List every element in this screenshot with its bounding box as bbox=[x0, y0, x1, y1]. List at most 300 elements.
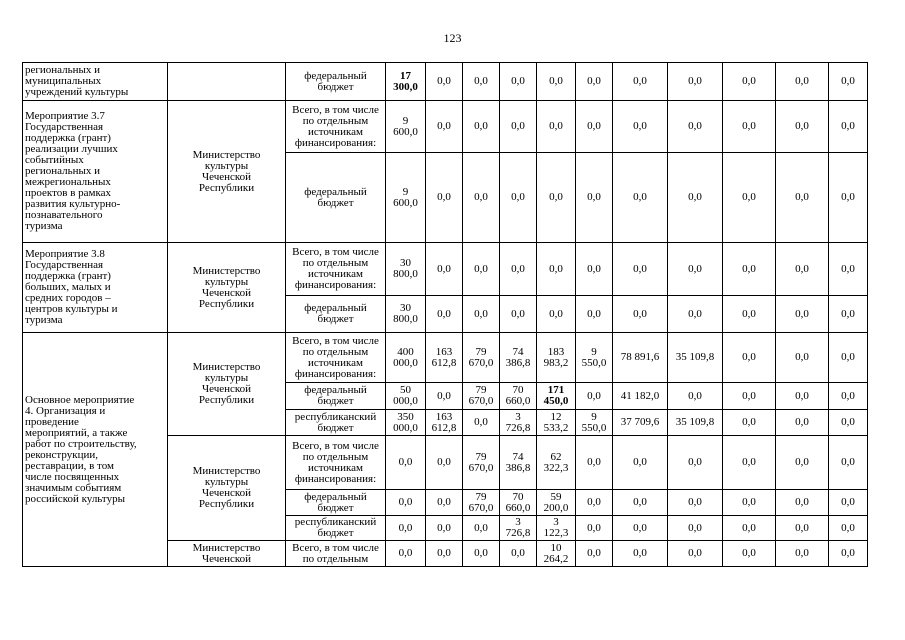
funding-source-cell-text: Всего, в том числе по отдельным источникам финансирования: bbox=[292, 334, 379, 380]
activity-name-cell-text: региональных и муниципальных учреждений культуры bbox=[25, 64, 129, 98]
amount-cell-text: 0,0 bbox=[437, 75, 451, 87]
activity-name-cell-text: Мероприятие 3.8 Государственная поддержка (грант) больших, малых и средних городов – центров культуры и туризма bbox=[25, 248, 118, 326]
amount-cell bbox=[723, 541, 776, 567]
amount-cell-text: 0,0 bbox=[437, 496, 451, 508]
funding-source-cell bbox=[286, 296, 386, 333]
activity-name-cell bbox=[23, 333, 168, 567]
amount-cell bbox=[537, 243, 576, 296]
amount-cell-text: 0,0 bbox=[688, 120, 702, 132]
amount-cell-text: 0,0 bbox=[841, 75, 855, 87]
amount-cell-text: 0,0 bbox=[398, 496, 413, 508]
amount-cell bbox=[500, 63, 537, 101]
executor-cell bbox=[168, 101, 286, 243]
amount-cell bbox=[829, 516, 868, 541]
amount-cell bbox=[576, 63, 613, 101]
amount-cell-text: 17 300,0 bbox=[393, 69, 418, 93]
amount-cell-text: 0,0 bbox=[511, 191, 525, 203]
amount-cell-text: 0,0 bbox=[795, 307, 809, 320]
amount-cell-text: 0,0 bbox=[688, 262, 702, 275]
amount-cell-text: 0,0 bbox=[511, 120, 525, 132]
amount-cell bbox=[386, 383, 426, 410]
amount-cell bbox=[463, 63, 500, 101]
amount-cell bbox=[500, 410, 537, 436]
amount-cell-text: 0,0 bbox=[688, 521, 702, 534]
amount-cell-text: 0,0 bbox=[795, 262, 809, 275]
amount-cell bbox=[829, 63, 868, 101]
amount-cell bbox=[576, 296, 613, 333]
amount-cell bbox=[668, 101, 723, 153]
executor-cell-text: Министерство культуры Чеченской Республики bbox=[192, 465, 261, 510]
amount-cell-text: 9 550,0 bbox=[581, 345, 607, 369]
amount-cell-text: 78 891,6 bbox=[620, 351, 660, 363]
amount-cell-text: 0,0 bbox=[742, 416, 756, 428]
amount-cell-text: 62 322,3 bbox=[543, 450, 569, 474]
amount-cell bbox=[613, 541, 668, 567]
amount-cell-text: 0,0 bbox=[795, 416, 809, 428]
amount-cell bbox=[723, 243, 776, 296]
funding-source-cell-text: Всего, в том числе по отдельным источникам финансирования: bbox=[292, 439, 379, 485]
funding-source-cell bbox=[286, 490, 386, 516]
funding-source-cell-text: республиканский бюджет bbox=[294, 516, 377, 539]
activity-name-cell-text: Мероприятие 3.7 Государственная поддержка (грант) реализации лучших событийных региональных и межрегиональных проектов в рамках развития культурно- познавательного туризма bbox=[25, 110, 121, 232]
amount-cell bbox=[537, 541, 576, 567]
amount-cell bbox=[776, 333, 829, 383]
amount-cell-text: 0,0 bbox=[688, 456, 702, 468]
amount-cell-text: 0,0 bbox=[587, 307, 601, 320]
amount-cell-text: 0,0 bbox=[688, 496, 702, 508]
amount-cell-text: 0,0 bbox=[688, 191, 702, 203]
activity-name-cell bbox=[23, 243, 168, 333]
amount-cell bbox=[463, 436, 500, 490]
executor-cell bbox=[168, 541, 286, 567]
funding-source-cell bbox=[286, 101, 386, 153]
amount-cell-text: 0,0 bbox=[549, 75, 563, 87]
amount-cell bbox=[829, 101, 868, 153]
amount-cell-text: 37 709,6 bbox=[620, 416, 660, 428]
funding-source-cell-text: федеральный бюджет bbox=[304, 384, 367, 407]
amount-cell bbox=[668, 383, 723, 410]
funding-source-cell-text: Всего, в том числе по отдельным источникам финансирования: bbox=[292, 246, 379, 291]
amount-cell-text: 3 122,3 bbox=[543, 516, 569, 539]
amount-cell bbox=[500, 296, 537, 333]
funding-source-cell bbox=[286, 243, 386, 296]
amount-cell bbox=[576, 436, 613, 490]
amount-cell bbox=[500, 101, 537, 153]
amount-cell-text: 0,0 bbox=[742, 191, 756, 203]
amount-cell-text: 0,0 bbox=[474, 120, 488, 132]
amount-cell bbox=[463, 333, 500, 383]
amount-cell-text: 0,0 bbox=[511, 75, 525, 87]
amount-cell-text: 0,0 bbox=[474, 307, 488, 320]
amount-cell-text: 0,0 bbox=[742, 496, 756, 508]
amount-cell-text: 0,0 bbox=[587, 75, 601, 87]
amount-cell-text: 50 000,0 bbox=[393, 384, 418, 407]
amount-cell-text: 0,0 bbox=[795, 191, 809, 203]
executor-cell bbox=[168, 333, 286, 436]
funding-source-cell-text: федеральный бюджет bbox=[304, 185, 367, 209]
amount-cell-text: 0,0 bbox=[437, 521, 451, 534]
amount-cell-text: 0,0 bbox=[437, 262, 451, 275]
funding-source-cell-text: Всего, в том числе по отдельным источникам финансирования: bbox=[292, 103, 379, 149]
amount-cell bbox=[537, 63, 576, 101]
amount-cell bbox=[613, 410, 668, 436]
amount-cell-text: 0,0 bbox=[841, 416, 855, 428]
executor-cell-text: Министерство Чеченской bbox=[192, 541, 261, 565]
amount-cell-text: 0,0 bbox=[549, 191, 563, 203]
amount-cell-text: 0,0 bbox=[795, 75, 809, 87]
amount-cell-text: 0,0 bbox=[795, 389, 809, 402]
amount-cell-text: 0,0 bbox=[587, 496, 601, 508]
amount-cell-text: 0,0 bbox=[511, 262, 525, 275]
amount-cell-text: 0,0 bbox=[437, 120, 451, 132]
funding-source-cell bbox=[286, 410, 386, 436]
amount-cell-text: 0,0 bbox=[795, 521, 809, 534]
amount-cell bbox=[537, 516, 576, 541]
activity-name-cell-text: Основное мероприятие 4. Организация и проведение мероприятий, а также работ по строительству, реконструкции, реставрации, в том числе посвященных значимым событиям российской культуры bbox=[25, 393, 137, 505]
amount-cell-text: 70 660,0 bbox=[505, 384, 531, 407]
table-row bbox=[23, 101, 868, 153]
amount-cell bbox=[776, 153, 829, 243]
amount-cell-text: 0,0 bbox=[633, 262, 647, 275]
amount-cell-text: 0,0 bbox=[633, 456, 647, 468]
amount-cell bbox=[668, 436, 723, 490]
amount-cell bbox=[668, 333, 723, 383]
amount-cell-text: 0,0 bbox=[437, 456, 451, 468]
budget-table bbox=[22, 62, 868, 567]
amount-cell-text: 171 450,0 bbox=[543, 384, 569, 407]
amount-cell bbox=[463, 153, 500, 243]
amount-cell-text: 79 670,0 bbox=[468, 450, 494, 474]
amount-cell bbox=[776, 101, 829, 153]
amount-cell-text: 0,0 bbox=[474, 262, 488, 275]
amount-cell bbox=[613, 153, 668, 243]
amount-cell bbox=[723, 63, 776, 101]
amount-cell-text: 0,0 bbox=[633, 191, 647, 203]
amount-cell-text: 183 983,2 bbox=[543, 345, 569, 369]
amount-cell-text: 0,0 bbox=[742, 307, 756, 320]
amount-cell bbox=[426, 410, 463, 436]
amount-cell bbox=[537, 436, 576, 490]
amount-cell-text: 0,0 bbox=[841, 351, 855, 363]
amount-cell-text: 74 386,8 bbox=[505, 345, 531, 369]
amount-cell-text: 0,0 bbox=[795, 496, 809, 508]
amount-cell-text: 0,0 bbox=[633, 496, 647, 508]
amount-cell-text: 0,0 bbox=[633, 547, 647, 559]
executor-cell-text: Министерство культуры Чеченской Республики bbox=[192, 361, 261, 406]
amount-cell bbox=[426, 333, 463, 383]
amount-cell-text: 0,0 bbox=[688, 75, 702, 87]
amount-cell bbox=[386, 490, 426, 516]
amount-cell-text: 0,0 bbox=[841, 120, 855, 132]
amount-cell bbox=[386, 243, 426, 296]
amount-cell bbox=[463, 410, 500, 436]
amount-cell-text: 0,0 bbox=[474, 191, 488, 203]
funding-source-cell bbox=[286, 541, 386, 567]
amount-cell bbox=[463, 243, 500, 296]
amount-cell bbox=[537, 410, 576, 436]
funding-source-cell bbox=[286, 63, 386, 101]
amount-cell bbox=[576, 490, 613, 516]
amount-cell-text: 0,0 bbox=[437, 191, 451, 203]
amount-cell-text: 0,0 bbox=[398, 456, 413, 468]
amount-cell-text: 163 612,8 bbox=[431, 410, 457, 434]
amount-cell-text: 79 670,0 bbox=[468, 384, 494, 407]
amount-cell-text: 0,0 bbox=[587, 191, 601, 203]
amount-cell bbox=[426, 296, 463, 333]
amount-cell bbox=[829, 541, 868, 567]
amount-cell bbox=[500, 490, 537, 516]
amount-cell bbox=[723, 436, 776, 490]
amount-cell-text: 79 670,0 bbox=[468, 490, 494, 514]
amount-cell bbox=[500, 436, 537, 490]
amount-cell bbox=[463, 516, 500, 541]
amount-cell-text: 12 533,2 bbox=[543, 410, 569, 434]
amount-cell bbox=[386, 153, 426, 243]
amount-cell-text: 30 800,0 bbox=[393, 302, 418, 325]
amount-cell bbox=[723, 101, 776, 153]
amount-cell bbox=[668, 153, 723, 243]
amount-cell bbox=[576, 516, 613, 541]
amount-cell-text: 0,0 bbox=[633, 75, 647, 87]
amount-cell-text: 0,0 bbox=[474, 416, 488, 428]
amount-cell bbox=[613, 333, 668, 383]
amount-cell bbox=[776, 296, 829, 333]
amount-cell bbox=[776, 243, 829, 296]
amount-cell bbox=[776, 383, 829, 410]
amount-cell-text: 0,0 bbox=[587, 262, 601, 275]
amount-cell-text: 0,0 bbox=[688, 389, 702, 402]
funding-source-cell bbox=[286, 333, 386, 383]
executor-cell-text: Министерство культуры Чеченской Республики bbox=[192, 148, 261, 194]
amount-cell-text: 0,0 bbox=[474, 521, 488, 534]
amount-cell bbox=[776, 490, 829, 516]
amount-cell-text: 0,0 bbox=[841, 307, 855, 320]
amount-cell-text: 0,0 bbox=[474, 547, 488, 559]
executor-cell-text: Министерство культуры Чеченской Республики bbox=[192, 264, 261, 310]
amount-cell bbox=[723, 333, 776, 383]
amount-cell bbox=[463, 383, 500, 410]
amount-cell-text: 0,0 bbox=[795, 351, 809, 363]
amount-cell-text: 0,0 bbox=[437, 307, 451, 320]
amount-cell bbox=[386, 541, 426, 567]
amount-cell-text: 350 000,0 bbox=[393, 410, 418, 434]
amount-cell bbox=[576, 101, 613, 153]
amount-cell bbox=[613, 296, 668, 333]
funding-source-cell-text: Всего, в том числе по отдельным bbox=[292, 541, 379, 565]
amount-cell-text: 3 726,8 bbox=[505, 410, 531, 434]
amount-cell bbox=[723, 296, 776, 333]
amount-cell-text: 0,0 bbox=[742, 521, 756, 534]
amount-cell bbox=[723, 383, 776, 410]
amount-cell bbox=[386, 333, 426, 383]
amount-cell-text: 0,0 bbox=[841, 389, 855, 402]
amount-cell-text: 0,0 bbox=[549, 262, 563, 275]
amount-cell bbox=[386, 296, 426, 333]
amount-cell bbox=[386, 101, 426, 153]
amount-cell bbox=[500, 383, 537, 410]
funding-source-cell-text: республиканский бюджет bbox=[294, 410, 377, 434]
amount-cell bbox=[576, 541, 613, 567]
amount-cell bbox=[426, 436, 463, 490]
amount-cell bbox=[829, 383, 868, 410]
amount-cell-text: 0,0 bbox=[587, 521, 601, 534]
amount-cell bbox=[426, 63, 463, 101]
amount-cell bbox=[386, 436, 426, 490]
amount-cell bbox=[537, 490, 576, 516]
amount-cell-text: 0,0 bbox=[795, 120, 809, 132]
funding-source-cell bbox=[286, 516, 386, 541]
amount-cell-text: 0,0 bbox=[633, 120, 647, 132]
amount-cell-text: 0,0 bbox=[511, 547, 525, 559]
amount-cell-text: 0,0 bbox=[587, 547, 601, 559]
funding-source-cell-text: федеральный бюджет bbox=[304, 490, 367, 514]
amount-cell bbox=[463, 296, 500, 333]
amount-cell-text: 9 600,0 bbox=[393, 114, 418, 138]
amount-cell-text: 0,0 bbox=[742, 389, 756, 402]
amount-cell bbox=[576, 383, 613, 410]
amount-cell bbox=[426, 541, 463, 567]
amount-cell bbox=[668, 63, 723, 101]
amount-cell-text: 9 550,0 bbox=[581, 410, 607, 434]
amount-cell-text: 41 182,0 bbox=[620, 389, 660, 402]
amount-cell-text: 35 109,8 bbox=[675, 416, 715, 428]
amount-cell-text: 70 660,0 bbox=[505, 490, 531, 514]
funding-source-cell bbox=[286, 436, 386, 490]
amount-cell bbox=[537, 333, 576, 383]
amount-cell bbox=[776, 436, 829, 490]
amount-cell bbox=[613, 436, 668, 490]
amount-cell bbox=[463, 541, 500, 567]
amount-cell bbox=[776, 516, 829, 541]
funding-source-cell bbox=[286, 383, 386, 410]
amount-cell bbox=[576, 153, 613, 243]
amount-cell-text: 35 109,8 bbox=[675, 351, 715, 363]
amount-cell-text: 0,0 bbox=[549, 307, 563, 320]
amount-cell bbox=[613, 490, 668, 516]
amount-cell-text: 0,0 bbox=[742, 351, 756, 363]
amount-cell bbox=[426, 516, 463, 541]
amount-cell-text: 0,0 bbox=[841, 521, 855, 534]
amount-cell-text: 400 000,0 bbox=[393, 345, 418, 369]
amount-cell-text: 0,0 bbox=[841, 547, 855, 559]
activity-name-cell bbox=[23, 101, 168, 243]
activity-name-cell bbox=[23, 63, 168, 101]
amount-cell-text: 30 800,0 bbox=[393, 257, 418, 280]
amount-cell-text: 79 670,0 bbox=[468, 345, 494, 369]
amount-cell bbox=[776, 410, 829, 436]
amount-cell bbox=[829, 153, 868, 243]
amount-cell-text: 10 264,2 bbox=[543, 541, 569, 565]
amount-cell-text: 0,0 bbox=[474, 75, 488, 87]
amount-cell bbox=[576, 243, 613, 296]
amount-cell bbox=[829, 243, 868, 296]
amount-cell-text: 0,0 bbox=[587, 389, 601, 402]
amount-cell-text: 0,0 bbox=[437, 547, 451, 559]
amount-cell-text: 0,0 bbox=[795, 547, 809, 559]
amount-cell bbox=[500, 243, 537, 296]
amount-cell bbox=[668, 410, 723, 436]
amount-cell-text: 0,0 bbox=[437, 389, 451, 402]
amount-cell bbox=[668, 490, 723, 516]
amount-cell bbox=[668, 243, 723, 296]
amount-cell bbox=[500, 541, 537, 567]
amount-cell-text: 0,0 bbox=[549, 120, 563, 132]
amount-cell bbox=[613, 63, 668, 101]
table-row bbox=[23, 333, 868, 383]
amount-cell bbox=[613, 383, 668, 410]
amount-cell-text: 163 612,8 bbox=[431, 345, 457, 369]
amount-cell bbox=[386, 516, 426, 541]
amount-cell bbox=[613, 243, 668, 296]
executor-cell bbox=[168, 436, 286, 541]
amount-cell-text: 0,0 bbox=[742, 456, 756, 468]
table-row bbox=[23, 63, 868, 101]
amount-cell-text: 0,0 bbox=[398, 521, 413, 534]
executor-cell bbox=[168, 243, 286, 333]
amount-cell bbox=[386, 63, 426, 101]
table-row bbox=[23, 243, 868, 296]
amount-cell-text: 0,0 bbox=[633, 521, 647, 534]
amount-cell bbox=[426, 383, 463, 410]
amount-cell-text: 0,0 bbox=[795, 456, 809, 468]
amount-cell-text: 0,0 bbox=[742, 547, 756, 559]
amount-cell-text: 74 386,8 bbox=[505, 450, 531, 474]
amount-cell-text: 0,0 bbox=[742, 120, 756, 132]
amount-cell bbox=[829, 436, 868, 490]
amount-cell bbox=[537, 296, 576, 333]
amount-cell-text: 59 200,0 bbox=[543, 490, 569, 514]
amount-cell bbox=[500, 516, 537, 541]
amount-cell bbox=[463, 101, 500, 153]
amount-cell bbox=[776, 541, 829, 567]
amount-cell bbox=[723, 490, 776, 516]
amount-cell bbox=[723, 153, 776, 243]
amount-cell-text: 9 600,0 bbox=[393, 185, 418, 209]
amount-cell bbox=[426, 153, 463, 243]
amount-cell bbox=[463, 490, 500, 516]
amount-cell bbox=[537, 383, 576, 410]
amount-cell bbox=[576, 410, 613, 436]
amount-cell-text: 0,0 bbox=[841, 456, 855, 468]
amount-cell-text: 0,0 bbox=[742, 262, 756, 275]
amount-cell bbox=[537, 101, 576, 153]
amount-cell bbox=[500, 153, 537, 243]
amount-cell bbox=[776, 63, 829, 101]
funding-source-cell bbox=[286, 153, 386, 243]
amount-cell bbox=[500, 333, 537, 383]
amount-cell-text: 0,0 bbox=[688, 547, 702, 559]
amount-cell bbox=[613, 101, 668, 153]
amount-cell bbox=[426, 101, 463, 153]
amount-cell bbox=[829, 490, 868, 516]
amount-cell-text: 0,0 bbox=[633, 307, 647, 320]
amount-cell-text: 0,0 bbox=[398, 547, 413, 559]
amount-cell bbox=[829, 410, 868, 436]
amount-cell-text: 3 726,8 bbox=[505, 516, 531, 539]
amount-cell-text: 0,0 bbox=[841, 496, 855, 508]
page-number: 123 bbox=[443, 31, 462, 45]
amount-cell-text: 0,0 bbox=[511, 307, 525, 320]
amount-cell-text: 0,0 bbox=[688, 307, 702, 320]
amount-cell-text: 0,0 bbox=[841, 191, 855, 203]
amount-cell bbox=[723, 516, 776, 541]
amount-cell bbox=[613, 516, 668, 541]
amount-cell bbox=[829, 333, 868, 383]
amount-cell bbox=[723, 410, 776, 436]
amount-cell-text: 0,0 bbox=[841, 262, 855, 275]
amount-cell-text: 0,0 bbox=[587, 120, 601, 132]
amount-cell bbox=[426, 490, 463, 516]
